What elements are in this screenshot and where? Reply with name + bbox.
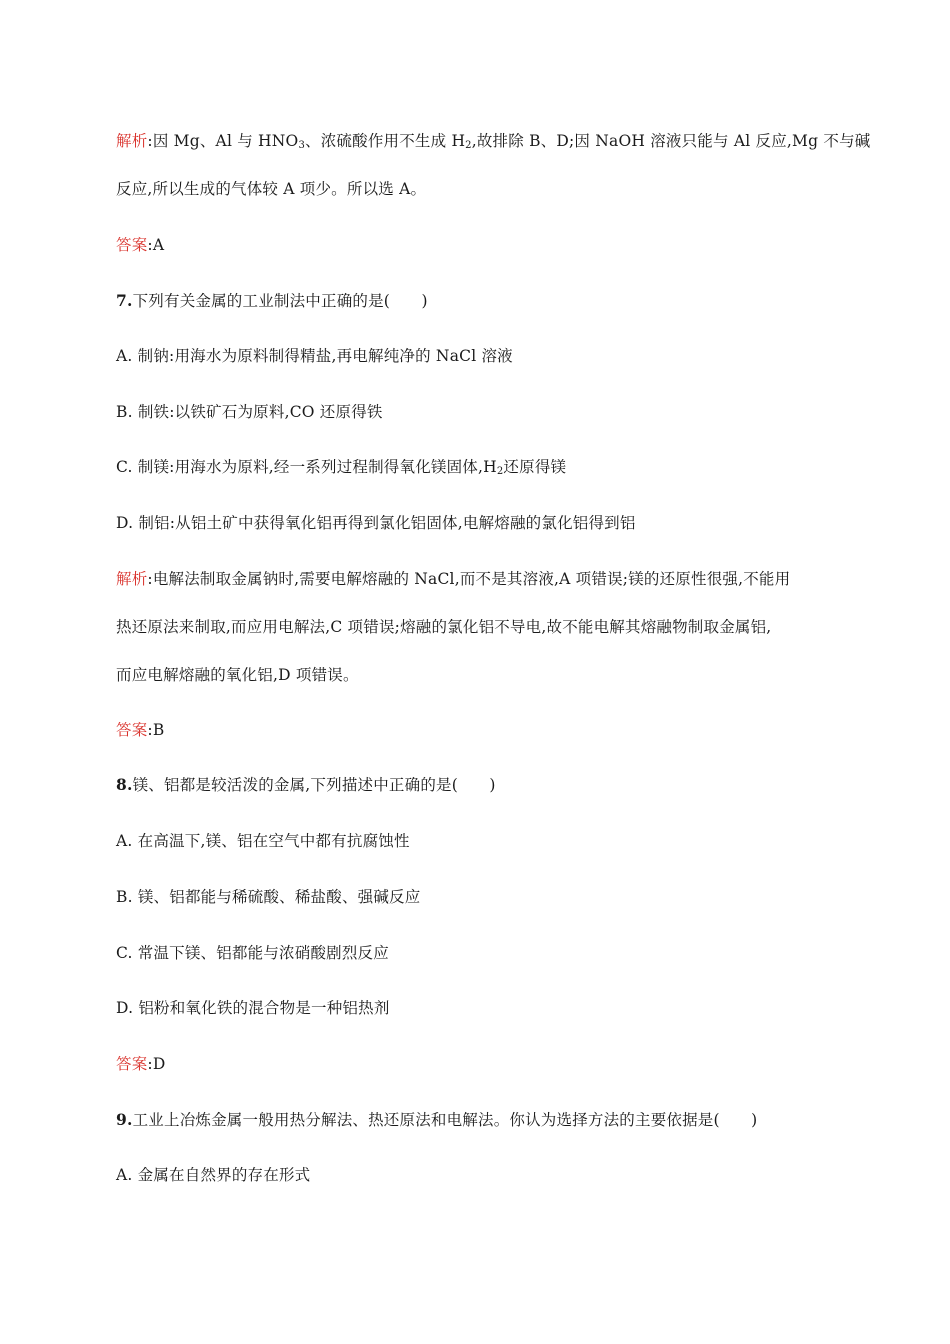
q7-answer-label: 答案: [116, 721, 148, 739]
q7-stem: 7.下列有关金属的工业制法中正确的是( ): [116, 291, 428, 310]
q8-number: 8.: [116, 775, 133, 794]
q8-option-b: B. 镁、铝都能与稀硫酸、稀盐酸、强碱反应: [116, 888, 421, 906]
q7-explanation-label: 解析: [116, 570, 148, 588]
q6-explanation-line-2: 反应,所以生成的气体较 A 项少。所以选 A。: [116, 180, 427, 198]
q8-option-c: C. 常温下镁、铝都能与浓硝酸剧烈反应: [116, 944, 389, 962]
q9-number: 9.: [116, 1110, 133, 1129]
q6-answer-value: :A: [147, 236, 165, 254]
q6-answer-label: 答案: [116, 236, 148, 254]
q7-number: 7.: [116, 291, 133, 310]
q6-explanation-line-1: 解析:因 Mg、Al 与 $HNO_3$、浓硫酸作用不生成 $H_2$,故排除 B、D;因 NaOH 溶液只能与 Al 反应,Mg 不与碱: [116, 132, 871, 151]
q9-stem: 9.工业上冶炼金属一般用热分解法、热还原法和电解法。你认为选择方法的主要依据是( ): [116, 1110, 758, 1129]
q7-option-b: B. 制铁:以铁矿石为原料,CO 还原得铁: [116, 403, 383, 421]
q8-stem: 8.镁、铝都是较活泼的金属,下列描述中正确的是( ): [116, 775, 496, 794]
q7-option-d: D. 制铝:从铝土矿中获得氧化铝再得到氯化铝固体,电解熔融的氯化铝得到铝: [116, 514, 636, 532]
q8-answer-label: 答案: [116, 1055, 148, 1073]
q7-explanation-line-1: 解析:电解法制取金属钠时,需要电解熔融的 NaCl,而不是其溶液,A 项错误;镁的还原性很强,不能用: [116, 570, 791, 588]
q6-answer: [116, 235, 846, 255]
q9-option-a: A. 金属在自然界的存在形式: [116, 1166, 311, 1184]
q7-explanation-line-2: 热还原法来制取,而应用电解法,C 项错误;熔融的氯化铝不导电,故不能电解其熔融物制取金属铝,: [116, 618, 772, 636]
q7-answer-value: :B: [147, 721, 165, 739]
q7-option-a: A. 制钠:用海水为原料制得精盐,再电解纯净的 NaCl 溶液: [116, 347, 513, 365]
q6-explanation-label: 解析: [116, 132, 148, 150]
q7-answer: [116, 720, 846, 740]
q7-explanation-line-3: 而应电解熔融的氧化铝,D 项错误。: [116, 666, 359, 684]
q8-option-a: A. 在高温下,镁、铝在空气中都有抗腐蚀性: [116, 832, 410, 850]
q8-answer: [116, 1054, 846, 1074]
q7-option-c: C. 制镁:用海水为原料,经一系列过程制得氧化镁固体$,H_2$还原得镁: [116, 458, 567, 477]
q8-option-d: D. 铝粉和氧化铁的混合物是一种铝热剂: [116, 999, 390, 1017]
q8-answer-value: :D: [147, 1055, 166, 1073]
